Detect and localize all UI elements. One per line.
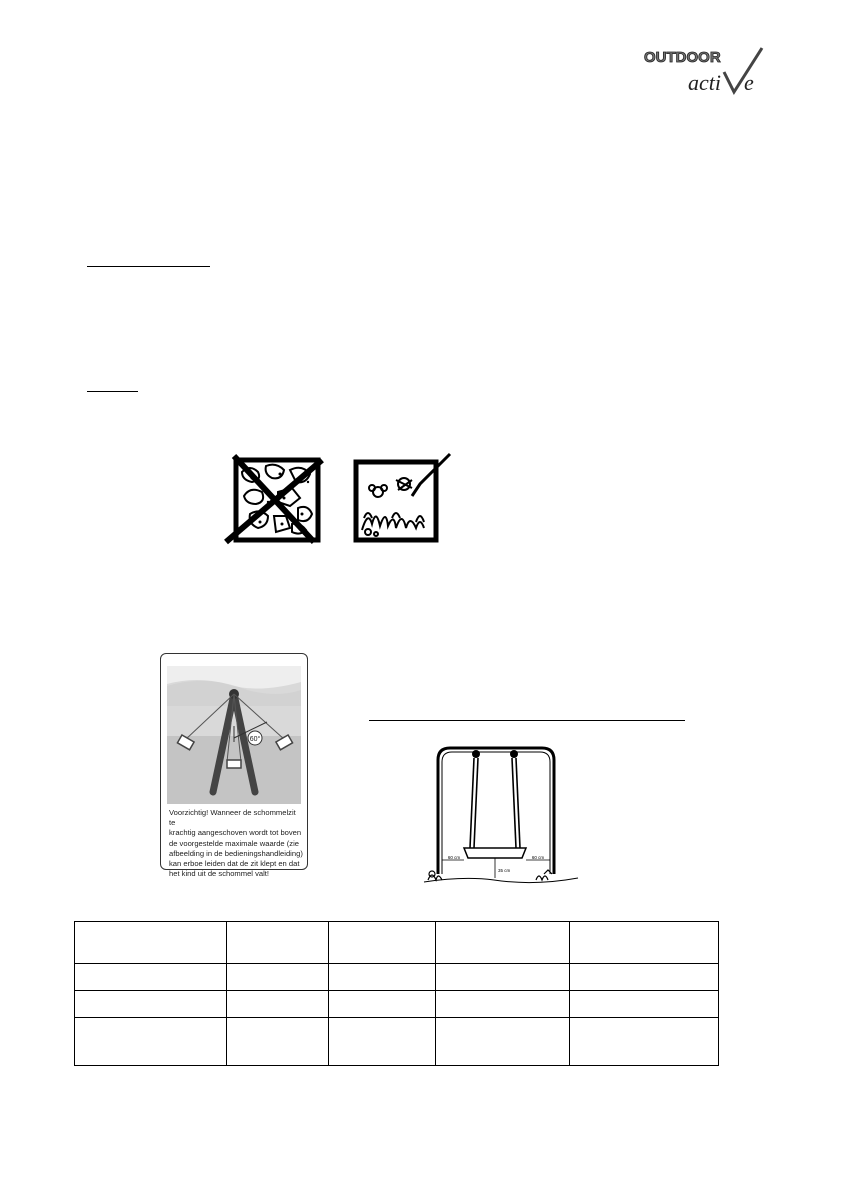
logo-check-icon <box>724 48 762 92</box>
diagram-heading-underline <box>369 720 685 721</box>
warning-text-line: Voorzichtig! Wanneer de schommelzit te <box>169 808 296 828</box>
angle-label: 60° <box>249 736 261 743</box>
logo-word-active: acti <box>688 70 721 95</box>
warning-text-line: krachtig aangeschoven wordt tot boven <box>169 828 302 838</box>
table-cell <box>75 1018 227 1066</box>
swing-frame-diagram <box>420 738 580 888</box>
table-row <box>75 1018 719 1066</box>
table-cell <box>227 1018 329 1066</box>
table-cell <box>570 964 719 991</box>
logo-word-outdoor: OUTDOOR <box>644 49 721 66</box>
table-cell <box>75 922 227 964</box>
table-row <box>75 922 719 964</box>
warning-text-line: kan erboe leiden dat de zit klept en dat <box>169 859 300 869</box>
table-row <box>75 991 719 1018</box>
heading-underline-2 <box>87 391 138 392</box>
table-cell <box>75 964 227 991</box>
warning-text-line: het kind uit de schommel valt! <box>169 869 270 879</box>
table-cell <box>436 1018 570 1066</box>
table-cell <box>329 964 436 991</box>
table-cell <box>570 922 719 964</box>
warning-text-line: afbeelding in de bedieningshandleiding) <box>169 848 303 858</box>
table-cell <box>436 991 570 1018</box>
table-cell <box>227 964 329 991</box>
outdoor-active-logo <box>640 40 770 102</box>
table-row <box>75 964 719 991</box>
table-cell <box>329 922 436 964</box>
swing-angle-illustration <box>167 666 301 804</box>
right-clearance-label: 60 cm <box>531 855 545 860</box>
table-cell <box>227 922 329 964</box>
logo-word-active-tail: e <box>744 70 754 95</box>
table-cell <box>436 922 570 964</box>
table-cell <box>436 964 570 991</box>
table-cell <box>227 991 329 1018</box>
table-cell <box>570 1018 719 1066</box>
heading-underline-1 <box>87 266 210 267</box>
warning-text <box>169 808 303 879</box>
swing-warning-card <box>160 653 308 879</box>
seat-height-label: 35 cm <box>498 868 511 873</box>
warning-text-line: de voorgestelde maximale waarde (zie <box>169 838 300 848</box>
grass-surface-check-icon <box>352 452 456 546</box>
table-cell <box>329 1018 436 1066</box>
table-cell <box>570 991 719 1018</box>
data-table <box>74 921 719 1066</box>
left-clearance-label: 60 cm <box>447 855 461 860</box>
table-cell <box>75 991 227 1018</box>
table-cell <box>329 991 436 1018</box>
hard-surface-crossed-icon <box>222 452 326 546</box>
